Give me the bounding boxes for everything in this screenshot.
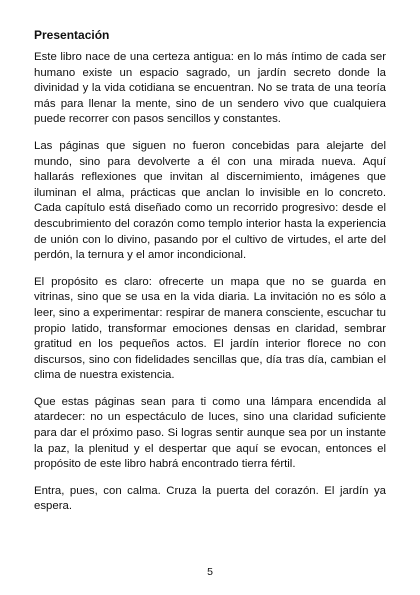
page-number: 5 — [207, 566, 213, 578]
section-title: Presentación — [34, 28, 110, 42]
paragraph-5: Entra, pues, con calma. Cruza la puerta del corazón. El jardín ya espera. — [34, 484, 386, 513]
paragraph-4: Que estas páginas sean para ti como una lámpara encendida al atardecer: no un espectáculo de luces, sino una claridad suficiente para dar el próximo paso. Si logras sentir aunque sea por un instante la paz, la plenitud y el despertar que aquí se evocan, entonces el propósito de este libro habrá encontrado tierra fértil. — [34, 395, 386, 471]
paragraph-3: El propósito es claro: ofrecerte un mapa que no se guarda en vitrinas, sino que se usa en la vida diaria. La invitación no es sólo a leer, sino a experimentar: respirar de manera consciente, escuchar tu propio latido, transformar emociones densas en claridad, sembrar gratitud en los pequeños actos. El jardín interior florece no con discursos, sino con fidelidades sencillas que, día tras día, cambian el clima de nuestra existencia. — [34, 275, 386, 382]
page-body — [34, 28, 386, 526]
paragraph-2: Las páginas que siguen no fueron concebidas para alejarte del mundo, sino para devolverte a él con una mirada nueva. Aquí hallarás reflexiones que invitan al discernimiento, imágenes que iluminan el alma, prácticas que anclan lo invisible en lo concreto. Cada capítulo está diseñado como un recorrido progresivo: desde el descubrimiento del corazón como templo interior hasta la experiencia de unión con lo divino, pasando por el cultivo de virtudes, el arte del perdón, la ternura y el amor incondicional. — [34, 139, 386, 262]
paragraph-1: Este libro nace de una certeza antigua: en lo más íntimo de cada ser humano existe un espacio sagrado, un jardín secreto donde la divinidad y la vida cotidiana se encuentran. No se trata de una teoría más para llenar la mente, sino de un sendero vivo que cualquiera puede recorrer con pasos sencillos y constantes. — [34, 51, 386, 126]
